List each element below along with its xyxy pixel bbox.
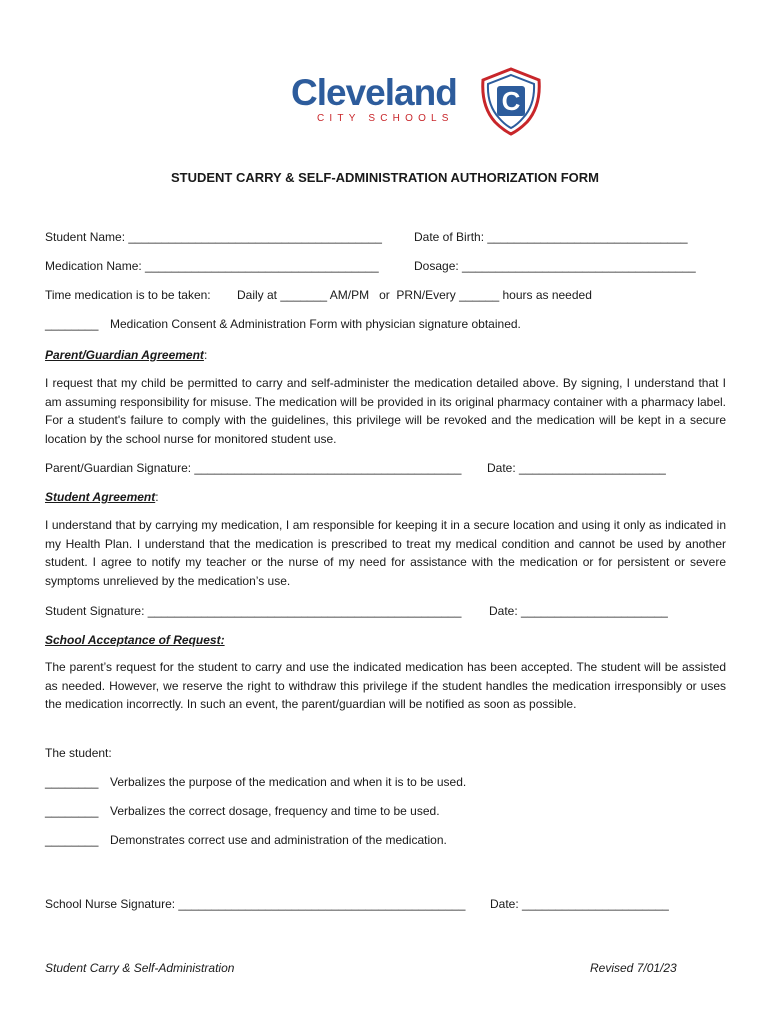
medication-name-field[interactable]: Medication Name: ___________________________________ — [45, 259, 379, 273]
school-heading-text: School Acceptance of Request: — [45, 633, 225, 647]
parent-heading-suffix: : — [203, 348, 208, 362]
school-acceptance-text: The parent’s request for the student to carry and use the indicated medication has been accepted. The student will be assisted as needed. However, we reserve the right to withdraw this privilege if the student handles the medication irresponsibly or uses the medication incorrectly. In such an event, the parent/guardian will be notified as soon as possible. — [45, 660, 726, 712]
student-signature-field[interactable]: Student Signature: _______________________________________________ — [45, 604, 462, 618]
parent-heading-text: Parent/Guardian Agreement — [45, 348, 204, 362]
nurse-date-field[interactable]: Date: ______________________ — [490, 897, 669, 911]
footer-right: Revised 7/01/23 — [590, 961, 677, 975]
student-date-field[interactable]: Date: ______________________ — [489, 604, 668, 618]
check-text-3: Demonstrates correct use and administration of the medication. — [110, 833, 447, 847]
parent-date-field[interactable]: Date: ______________________ — [487, 461, 666, 475]
page-title: STUDENT CARRY & SELF-ADMINISTRATION AUTHORIZATION FORM — [170, 170, 599, 185]
logo-subtitle: CITY SCHOOLS — [317, 113, 454, 124]
student-heading — [45, 488, 159, 507]
check-blank-1[interactable]: ________ — [45, 775, 99, 789]
dob-field[interactable]: Date of Birth: ______________________________ — [414, 230, 688, 244]
logo-name: Cleveland — [291, 72, 457, 113]
check-blank-3[interactable]: ________ — [45, 833, 99, 847]
time-options-field[interactable]: Daily at _______ AM/PM or PRN/Every ______ hours as needed — [237, 288, 592, 302]
parent-agreement-text: I request that my child be permitted to carry and self-administer the medication detailed above. By signing, I understand that I am assuming responsibility for misuse. The medication will be provided in its original pharmacy container with a pharmacy label. For a student's failure to comply with the guidelines, this privilege will be revoked and the medication will be kept in a secure location by the school nurse for monitored student use. — [45, 376, 726, 446]
check-blank-2[interactable]: ________ — [45, 804, 99, 818]
shield-logo-icon — [477, 66, 545, 138]
check-text-2: Verbalizes the correct dosage, frequency and time to be used. — [110, 804, 440, 818]
dosage-field[interactable]: Dosage: ___________________________________ — [414, 259, 696, 273]
parent-heading — [45, 346, 207, 365]
the-student-label: The student: — [45, 746, 112, 760]
consent-text: Medication Consent & Administration Form with physician signature obtained. — [110, 317, 521, 331]
student-heading-text: Student Agreement — [45, 490, 156, 504]
svg-text:C: C — [501, 86, 521, 116]
footer-left: Student Carry & Self-Administration — [45, 961, 235, 975]
nurse-signature-field[interactable]: School Nurse Signature: ___________________________________________ — [45, 897, 466, 911]
student-agreement-text: I understand that by carrying my medication, I am responsible for keeping it in a secure location and using it only as indicated in my Health Plan. I understand that the medication is prescribed to treat my medical condition and cannot be used by another student. I agree to notify my teacher or the nurse of my need for assistance with the medication or for persistent or severe symptoms unrelieved by the medication’s use. — [45, 518, 726, 588]
consent-blank[interactable]: ________ — [45, 317, 99, 331]
school-heading — [45, 631, 225, 650]
logo — [291, 66, 553, 138]
parent-signature-field[interactable]: Parent/Guardian Signature: ________________________________________ — [45, 461, 462, 475]
check-text-1: Verbalizes the purpose of the medication and when it is to be used. — [110, 775, 467, 789]
time-label: Time medication is to be taken: — [45, 288, 211, 302]
student-heading-suffix: : — [155, 490, 159, 504]
student-name-field[interactable]: Student Name: ______________________________________ — [45, 230, 382, 244]
